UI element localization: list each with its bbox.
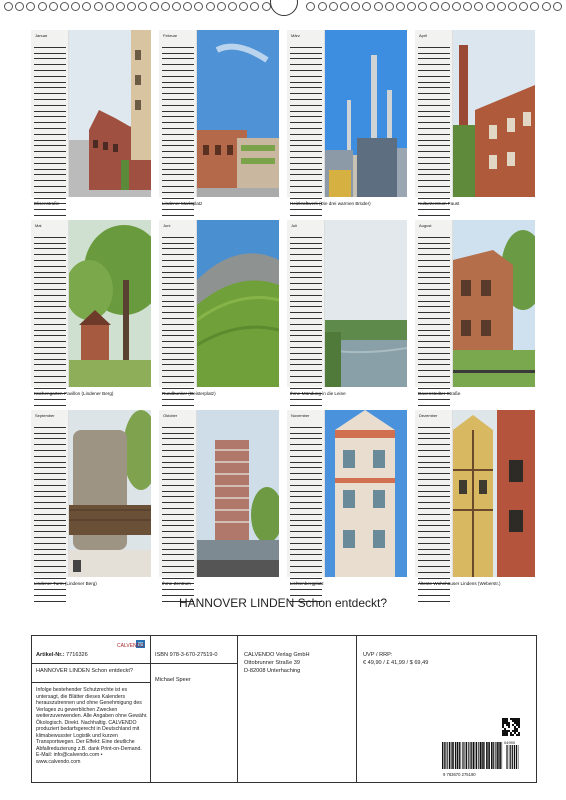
date-strip bbox=[31, 410, 69, 577]
binding-ring bbox=[553, 2, 562, 11]
binding-ring bbox=[172, 2, 181, 11]
month-caption: Ihme-Zentrum bbox=[162, 581, 191, 586]
qr-module bbox=[508, 730, 510, 732]
binding-ring bbox=[239, 2, 248, 11]
qr-module bbox=[502, 734, 504, 736]
binding-ring bbox=[306, 2, 315, 11]
qr-module bbox=[502, 720, 504, 722]
qr-module bbox=[518, 722, 520, 724]
qr-module bbox=[516, 730, 518, 732]
binding-ring bbox=[542, 2, 551, 11]
binding-ring bbox=[418, 2, 427, 11]
month-caption: Älteste Wohnhäuser Lindens (Weberstr.) bbox=[418, 581, 501, 586]
qr-module bbox=[502, 726, 504, 728]
qr-module bbox=[506, 722, 508, 724]
binding-ring bbox=[228, 2, 237, 11]
month-caption: Rundbunker (Deisterplatz) bbox=[162, 391, 216, 396]
barcode-addon-bar bbox=[509, 745, 510, 769]
qr-module bbox=[516, 724, 518, 726]
qr-module bbox=[506, 732, 508, 734]
month-name: Januar bbox=[35, 33, 48, 38]
month-caption: Davenstedter Straße bbox=[418, 391, 461, 396]
month-caption: Heizkraftwerk (Die drei warmen Brüder) bbox=[290, 201, 371, 206]
barcode-bar bbox=[488, 742, 490, 769]
binding-ring bbox=[105, 2, 114, 11]
photo-ihme-muendung bbox=[325, 220, 407, 387]
barcode-bar bbox=[452, 742, 454, 769]
binding-ring bbox=[26, 2, 35, 11]
isbn: ISBN 978-3-670-27519-0 bbox=[155, 652, 218, 658]
month-september bbox=[31, 410, 151, 594]
qr-module bbox=[518, 724, 520, 726]
qr-module bbox=[510, 734, 512, 736]
month-caption: Lindener Turm (Lindener Berg) bbox=[34, 581, 97, 586]
qr-module bbox=[508, 722, 510, 724]
article-column bbox=[32, 636, 151, 782]
day-lines bbox=[418, 232, 450, 412]
binding-ring bbox=[474, 2, 483, 11]
binding-ring bbox=[463, 2, 472, 11]
month-name: November bbox=[291, 413, 310, 418]
calvendo-logo bbox=[116, 639, 146, 653]
barcode-bar bbox=[502, 742, 503, 769]
binding-ring bbox=[508, 2, 517, 11]
qr-module bbox=[516, 718, 518, 720]
binding-ring bbox=[250, 2, 259, 11]
product-title: HANNOVER LINDEN Schon entdeckt? bbox=[36, 668, 133, 674]
qr-module bbox=[518, 720, 520, 722]
barcode-bar bbox=[462, 742, 463, 769]
day-lines bbox=[418, 422, 450, 602]
photo-lichtenbergplatz bbox=[325, 410, 407, 577]
month-caption: Kulturzentrum Faust bbox=[418, 201, 460, 206]
qr-module bbox=[514, 718, 516, 720]
day-lines bbox=[290, 232, 322, 412]
date-strip bbox=[159, 220, 197, 387]
barcode-bar bbox=[470, 742, 471, 769]
divider bbox=[151, 663, 237, 664]
binding-ring bbox=[116, 2, 125, 11]
binding-ring bbox=[71, 2, 80, 11]
month-name: Juli bbox=[291, 223, 298, 228]
month-name: Oktober bbox=[163, 413, 178, 418]
qr-module bbox=[504, 720, 506, 722]
barcode-number: 9 783670 275190 bbox=[443, 772, 476, 777]
day-lines bbox=[34, 422, 66, 602]
barcode-addon: 04990 bbox=[504, 740, 516, 745]
barcode-bar bbox=[476, 742, 478, 769]
barcode-bar bbox=[447, 742, 448, 769]
qr-module bbox=[502, 722, 504, 724]
publisher-city: D-82008 Unterhaching bbox=[244, 668, 301, 674]
barcode-bar bbox=[484, 742, 485, 769]
month-caption: Elisenstraße bbox=[34, 201, 60, 206]
day-lines bbox=[162, 232, 194, 412]
binding-ring bbox=[183, 2, 192, 11]
photo-davenstedter-strasse bbox=[453, 220, 535, 387]
month-march bbox=[287, 30, 407, 214]
month-name: Februar bbox=[163, 33, 178, 38]
qr-module bbox=[510, 732, 512, 734]
info-footer bbox=[31, 635, 537, 783]
binding-ring bbox=[329, 2, 338, 11]
photo-kuechengarten-pavillon bbox=[69, 220, 151, 387]
barcode-bar bbox=[480, 742, 482, 769]
calendar-title: HANNOVER LINDEN Schon entdeckt? bbox=[178, 596, 388, 610]
date-strip bbox=[287, 30, 325, 197]
month-june bbox=[159, 220, 279, 404]
month-name: März bbox=[291, 33, 300, 38]
barcode-bar bbox=[482, 742, 484, 769]
binding-ring bbox=[486, 2, 495, 11]
divider bbox=[32, 663, 150, 664]
date-strip bbox=[287, 410, 325, 577]
qr-module bbox=[512, 734, 514, 736]
barcode-bar bbox=[493, 742, 494, 769]
binding-ring bbox=[138, 2, 147, 11]
day-lines bbox=[418, 42, 450, 222]
binding-ring bbox=[374, 2, 383, 11]
date-strip bbox=[31, 30, 69, 197]
isbn-column bbox=[151, 636, 238, 782]
month-october bbox=[159, 410, 279, 594]
barcode-bar bbox=[449, 742, 451, 769]
qr-module bbox=[502, 732, 504, 734]
qr-module bbox=[514, 720, 516, 722]
month-caption: Ihme-Mündung in die Leine bbox=[290, 391, 346, 396]
binding-ring bbox=[82, 2, 91, 11]
binding-ring bbox=[530, 2, 539, 11]
qr-module bbox=[504, 728, 506, 730]
binding-ring bbox=[318, 2, 327, 11]
binding-ring bbox=[4, 2, 13, 11]
qr-module bbox=[514, 728, 516, 730]
binding-ring bbox=[452, 2, 461, 11]
barcode-bar bbox=[457, 742, 459, 769]
barcode-bar bbox=[473, 742, 475, 769]
qr-module bbox=[518, 732, 520, 734]
month-name: Juni bbox=[163, 223, 171, 228]
month-caption: Lindener Marktplatz bbox=[162, 201, 203, 206]
binding-ring bbox=[94, 2, 103, 11]
month-july bbox=[287, 220, 407, 404]
month-name: Mai bbox=[35, 223, 42, 228]
svg-text:CALVENDO: CALVENDO bbox=[117, 643, 145, 649]
binding-ring bbox=[150, 2, 159, 11]
qr-module bbox=[518, 726, 520, 728]
binding-ring bbox=[396, 2, 405, 11]
qr-module bbox=[508, 726, 510, 728]
month-november bbox=[287, 410, 407, 594]
photo-rundbunker bbox=[197, 220, 279, 387]
barcode bbox=[440, 742, 520, 772]
day-lines bbox=[34, 232, 66, 412]
barcode-bar bbox=[497, 742, 499, 769]
month-february bbox=[159, 30, 279, 214]
binding-ring bbox=[385, 2, 394, 11]
qr-module bbox=[506, 720, 508, 722]
date-strip bbox=[159, 30, 197, 197]
barcode-bar bbox=[471, 742, 472, 769]
qr-code bbox=[502, 718, 520, 736]
qr-module bbox=[504, 732, 506, 734]
day-lines bbox=[162, 422, 194, 602]
binding-ring bbox=[38, 2, 47, 11]
binding-ring bbox=[127, 2, 136, 11]
publisher-column bbox=[238, 636, 357, 782]
month-january bbox=[31, 30, 151, 214]
date-strip bbox=[287, 220, 325, 387]
binding-ring bbox=[217, 2, 226, 11]
binding-ring bbox=[194, 2, 203, 11]
barcode-bar bbox=[445, 742, 446, 769]
photo-lindener-marktplatz bbox=[197, 30, 279, 197]
binding-ring bbox=[340, 2, 349, 11]
barcode-bar bbox=[468, 742, 469, 769]
qr-module bbox=[504, 734, 506, 736]
publisher-street: Ottobrunner Straße 39 bbox=[244, 660, 300, 666]
price-label: UVP / RRP: bbox=[363, 652, 393, 658]
price-column bbox=[357, 636, 536, 782]
binding-ring bbox=[351, 2, 360, 11]
qr-module bbox=[506, 734, 508, 736]
binding-ring bbox=[407, 2, 416, 11]
price-values: € 49,90 / £ 41,99 / $ 69,49 bbox=[363, 660, 429, 666]
day-lines bbox=[34, 42, 66, 222]
day-lines bbox=[162, 42, 194, 222]
month-caption: Lichtenbergplatz bbox=[290, 581, 324, 586]
barcode-bar bbox=[478, 742, 479, 769]
qr-module bbox=[504, 718, 506, 720]
binding-ring bbox=[60, 2, 69, 11]
day-lines bbox=[290, 422, 322, 602]
qr-module bbox=[506, 724, 508, 726]
qr-module bbox=[518, 718, 520, 720]
day-lines bbox=[290, 42, 322, 222]
barcode-bar bbox=[461, 742, 462, 769]
photo-elisenstrasse bbox=[69, 30, 151, 197]
month-caption: Küchengarten-Pavillon (Lindener Berg) bbox=[34, 391, 114, 396]
barcode-bar bbox=[491, 742, 493, 769]
barcode-bar bbox=[486, 742, 488, 769]
month-december bbox=[415, 410, 535, 594]
binding-ring bbox=[441, 2, 450, 11]
barcode-addon-bar bbox=[512, 745, 513, 769]
barcode-bar bbox=[444, 742, 445, 769]
qr-module bbox=[504, 730, 506, 732]
qr-module bbox=[512, 724, 514, 726]
legal-text: Infolge bestehender Schutzrechte ist es untersagt, die Blätter dieses Kalenders herauszutrennen und ohne Genehmigung des Verlages zu gewerblichen Zwecken weiterzuverwenden. Alle Angaben ohne Gewähr. Ökologisch. Direkt. Nachhaltig. CALVENDO produziert bedarfsgerecht in Deutschland mit klimabewusster Logistik und kurzen Transportwegen. Der Effekt: Eine deutliche Abfallreduzierung z.B. dank Print-on-Demand. E-Mail: info@calvendo.com • www.calvendo.com bbox=[36, 687, 148, 765]
qr-module bbox=[506, 718, 508, 720]
author: Michael Speer bbox=[155, 677, 191, 683]
qr-module bbox=[516, 720, 518, 722]
qr-module bbox=[516, 728, 518, 730]
photo-aelteste-wohnhaeuser bbox=[453, 410, 535, 577]
binding-ring bbox=[362, 2, 371, 11]
divider bbox=[32, 682, 150, 683]
binding-ring bbox=[497, 2, 506, 11]
qr-module bbox=[504, 722, 506, 724]
qr-module bbox=[502, 718, 504, 720]
binding-ring bbox=[49, 2, 58, 11]
date-strip bbox=[31, 220, 69, 387]
qr-module bbox=[516, 734, 518, 736]
month-august bbox=[415, 220, 535, 404]
barcode-bar bbox=[466, 742, 468, 769]
binding-ring bbox=[161, 2, 170, 11]
barcode-addon-bar bbox=[514, 745, 515, 769]
qr-module bbox=[514, 726, 516, 728]
barcode-bar bbox=[459, 742, 460, 769]
barcode-addon-bar bbox=[507, 745, 508, 769]
date-strip bbox=[415, 220, 453, 387]
date-strip bbox=[415, 30, 453, 197]
month-name: August bbox=[419, 223, 432, 228]
article-number: 7716326 bbox=[66, 652, 88, 658]
binding-ring bbox=[519, 2, 528, 11]
qr-module bbox=[512, 730, 514, 732]
qr-module bbox=[518, 734, 520, 736]
barcode-addon-bar bbox=[510, 745, 511, 769]
publisher-name: CALVENDO Verlag GmbH bbox=[244, 652, 310, 658]
qr-module bbox=[512, 718, 514, 720]
article-label: Artikel-Nr.: bbox=[36, 652, 65, 658]
binding-ring bbox=[15, 2, 24, 11]
month-name: September bbox=[35, 413, 55, 418]
date-strip bbox=[159, 410, 197, 577]
qr-module bbox=[514, 732, 516, 734]
barcode-addon-bar bbox=[506, 745, 507, 769]
photo-heizkraftwerk bbox=[325, 30, 407, 197]
qr-module bbox=[510, 718, 512, 720]
qr-module bbox=[516, 722, 518, 724]
qr-module bbox=[506, 730, 508, 732]
barcode-bar bbox=[499, 742, 501, 769]
month-may bbox=[31, 220, 151, 404]
binding-ring bbox=[430, 2, 439, 11]
qr-module bbox=[508, 724, 510, 726]
barcode-bar bbox=[495, 742, 496, 769]
barcode-addon-bar bbox=[516, 745, 517, 769]
qr-module bbox=[514, 722, 516, 724]
barcode-bar bbox=[463, 742, 464, 769]
month-name: Dezember bbox=[419, 413, 438, 418]
barcode-bar bbox=[442, 742, 443, 769]
qr-module bbox=[502, 724, 504, 726]
qr-module bbox=[512, 720, 514, 722]
qr-module bbox=[514, 730, 516, 732]
month-april bbox=[415, 30, 535, 214]
photo-lindener-turm bbox=[69, 410, 151, 577]
photo-kulturzentrum-faust bbox=[453, 30, 535, 197]
date-strip bbox=[415, 410, 453, 577]
barcode-bar bbox=[451, 742, 452, 769]
photo-ihme-zentrum bbox=[197, 410, 279, 577]
qr-module bbox=[502, 730, 504, 732]
barcode-addon-bar bbox=[518, 745, 519, 769]
binding-ring bbox=[206, 2, 215, 11]
month-name: April bbox=[419, 33, 428, 38]
barcode-bar bbox=[455, 742, 456, 769]
